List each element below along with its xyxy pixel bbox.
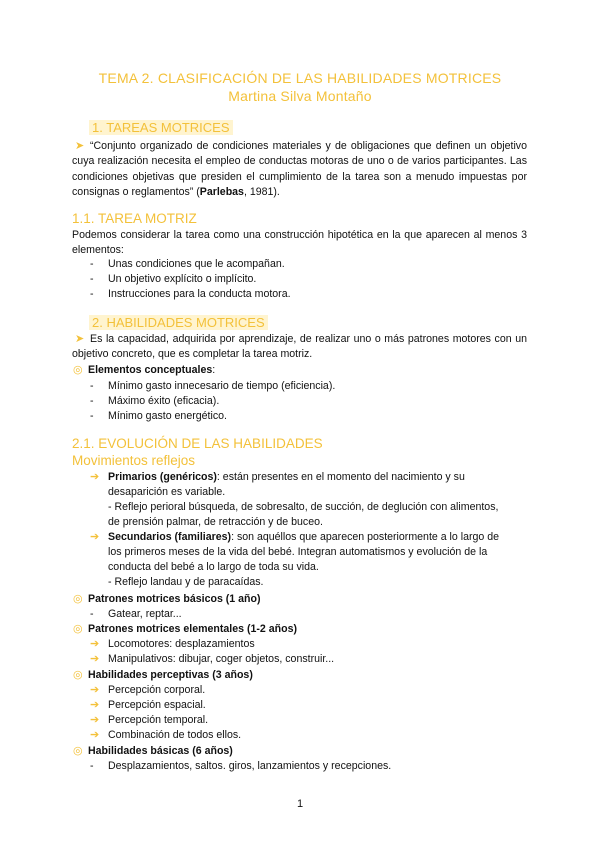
arrow-right-icon: ➔ <box>90 714 100 726</box>
quote-author: Parlebas <box>199 185 244 198</box>
quote-paragraph <box>72 139 527 200</box>
section-heading-tarea-motriz: 1.1. TAREA MOTRIZ <box>72 211 197 226</box>
subheading-movimientos-reflejos: Movimientos reflejos <box>72 453 196 468</box>
hp-label: Habilidades perceptivas (3 años) <box>88 669 253 681</box>
habilidad-definition: Es la capacidad, adquirida por aprendizaje, de realizar uno o más patrones motores con un objetivo concreto, que es completar la tarea motriz. <box>72 333 527 361</box>
circle-bullet-icon: ◎ <box>73 669 83 681</box>
primarios-example-cont: de prensión palmar, de retracción y de buceo. <box>108 516 323 528</box>
dash-bullet: - <box>90 608 94 620</box>
secundarios-line <box>108 530 499 545</box>
list-item: Mínimo gasto energético. <box>108 410 227 422</box>
list-item: Combinación de todos ellos. <box>108 729 242 741</box>
dash-bullet: - <box>90 760 94 772</box>
list-item: Gatear, reptar... <box>108 608 182 620</box>
concept-colon: : <box>212 364 216 376</box>
hb-label: Habilidades básicas (6 años) <box>88 745 233 757</box>
primarios-text: : están presentes en el momento del nacimiento y su <box>216 471 465 483</box>
document-title: TEMA 2. CLASIFICACIÓN DE LAS HABILIDADES MOTRICES <box>98 70 502 86</box>
concept-label: Elementos conceptuales <box>88 364 213 376</box>
page-number: 1 <box>296 798 304 810</box>
list-item: Percepción corporal. <box>108 684 206 696</box>
arrow-right-icon: ➔ <box>90 471 100 483</box>
concept-heading <box>88 363 215 378</box>
arrowhead-bullet-icon: ➤ <box>75 140 85 152</box>
secundarios-label: Secundarios (familiares) <box>108 531 232 543</box>
list-item: Un objetivo explícito o implícito. <box>108 273 257 285</box>
list-item: Mínimo gasto innecesario de tiempo (eficiencia). <box>108 380 336 392</box>
primarios-example: - Reflejo perioral búsqueda, de sobresalto, de succión, de deglución con alimentos, <box>108 501 499 513</box>
dash-bullet: - <box>90 380 94 392</box>
pme-label: Patrones motrices elementales (1-2 años) <box>88 623 298 635</box>
circle-bullet-icon: ◎ <box>73 745 83 757</box>
dash-bullet: - <box>90 258 94 270</box>
dash-bullet: - <box>90 395 94 407</box>
secundarios-line3: conducta del bebé a lo largo de toda su vida. <box>108 561 319 573</box>
circle-bullet-icon: ◎ <box>73 623 83 635</box>
dash-bullet: - <box>90 288 94 300</box>
list-item: Unas condiciones que le acompañan. <box>108 258 285 270</box>
tarea-intro: Podemos considerar la tarea como una construcción hipotética en la que aparecen al menos 3 elementos: <box>72 229 527 257</box>
arrowhead-bullet-icon: ➤ <box>75 333 85 345</box>
list-item: Percepción espacial. <box>108 699 206 711</box>
pme-heading <box>88 622 297 637</box>
arrow-right-icon: ➔ <box>90 638 100 650</box>
secundarios-example: - Reflejo landau y de paracaídas. <box>108 576 264 588</box>
section-heading-evolucion: 2.1. EVOLUCIÓN DE LAS HABILIDADES <box>72 436 323 451</box>
circle-bullet-icon: ◎ <box>73 593 83 605</box>
primarios-line <box>108 470 527 485</box>
arrow-right-icon: ➔ <box>90 684 100 696</box>
secundarios-line2: los primeros meses de la vida del bebé. Integran automatismos y evolución de la <box>108 546 488 558</box>
list-item: Instrucciones para la conducta motora. <box>108 288 291 300</box>
quote-year: , 1981). <box>243 185 280 198</box>
quote-text: “Conjunto organizado de condiciones materiales y de obligaciones que definen un objetivo cuya realización necesita el empleo de conductas motoras de uno o de varios participantes. Las condiciones objetivas que presiden el cumplimiento de la tarea son a menudo impuestas por consignas o reglamentos” ( <box>72 140 527 198</box>
arrow-right-icon: ➔ <box>90 699 100 711</box>
primarios-line2: desaparición es variable. <box>108 486 226 498</box>
list-item: Percepción temporal. <box>108 714 209 726</box>
document-author: Martina Silva Montaño <box>228 88 372 104</box>
list-item: Locomotores: desplazamientos <box>108 638 255 650</box>
pmb-heading <box>88 592 261 607</box>
section-heading-habilidades-motrices: 2. HABILIDADES MOTRICES <box>89 315 268 330</box>
arrow-right-icon: ➔ <box>90 729 100 741</box>
hp-heading <box>88 668 253 683</box>
hb-heading <box>88 744 233 759</box>
list-item: Manipulativos: dibujar, coger objetos, construir... <box>108 653 335 665</box>
primarios-label: Primarios (genéricos) <box>108 471 217 483</box>
secundarios-text: : son aquéllos que aparecen posteriormente a lo largo de <box>231 531 500 543</box>
section-heading-tareas-motrices: 1. TAREAS MOTRICES <box>89 120 233 135</box>
circle-bullet-icon: ◎ <box>73 364 83 376</box>
dash-bullet: - <box>90 273 94 285</box>
arrow-right-icon: ➔ <box>90 653 100 665</box>
dash-bullet: - <box>90 410 94 422</box>
arrow-right-icon: ➔ <box>90 531 100 543</box>
pmb-label: Patrones motrices básicos (1 año) <box>88 593 261 605</box>
list-item: Desplazamientos, saltos. giros, lanzamientos y recepciones. <box>108 760 392 772</box>
list-item: Máximo éxito (eficacia). <box>108 395 220 407</box>
